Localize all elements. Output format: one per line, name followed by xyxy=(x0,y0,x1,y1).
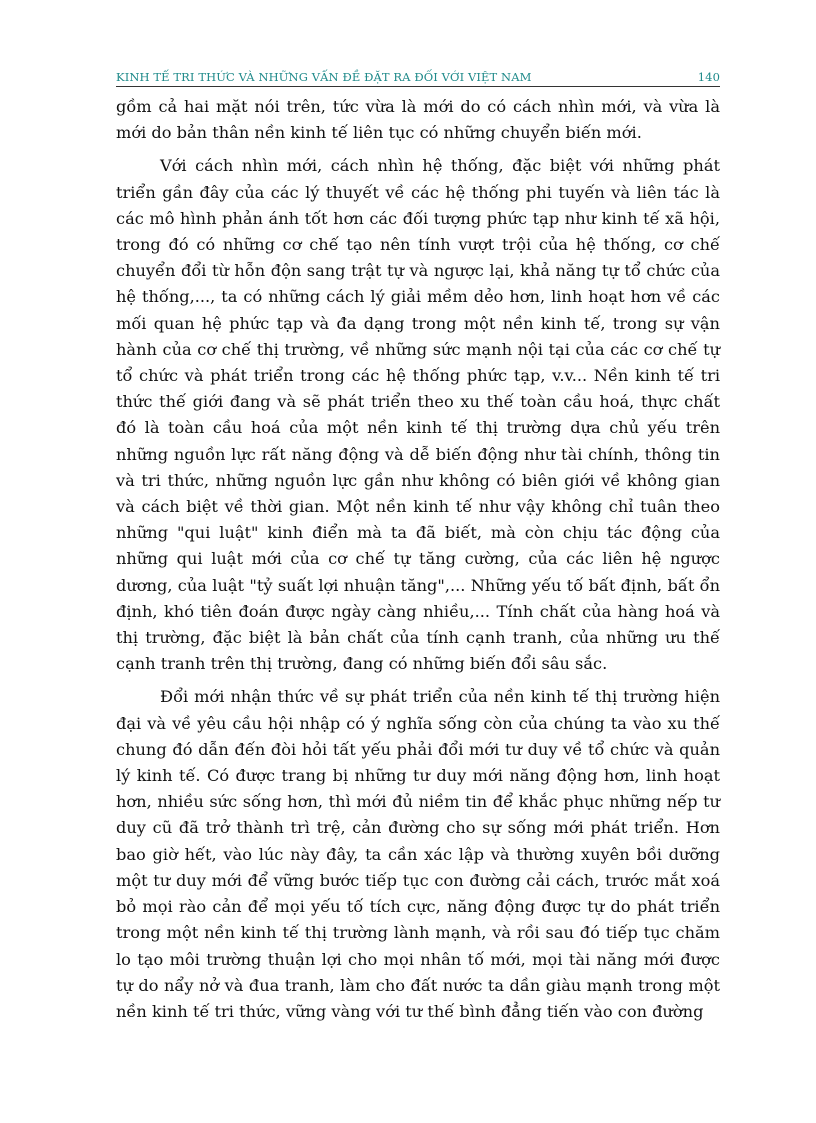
body-text xyxy=(116,94,720,1032)
paragraph-2: Với cách nhìn mới, cách nhìn hệ thống, đặc biệt với những phát triển gần đây của các lý thuyết về các hệ thống phi tuyến và liên tác là các mô hình phản ánh tốt hơn các đối tượng phức tạp như kinh tế xã hội, trong đó có những cơ chế tạo nên tính vượt trội của hệ thống, cơ chế chuyển đổi từ hỗn độn sang trật tự và ngược lại, khả năng tự tổ chức của hệ thống,..., ta có những cách lý giải mềm dẻo hơn, linh hoạt hơn về các mối quan hệ phức tạp và đa dạng trong một nền kinh tế, trong sự vận hành của cơ chế thị trường, về những sức mạnh nội tại của các cơ chế tự tổ chức và phát triển trong các hệ thống phức tạp, v.v... Nền kinh tế tri thức thế giới đang và sẽ phát triển theo xu thế toàn cầu hoá, thực chất đó là toàn cầu hoá của một nền kinh tế thị trường dựa chủ yếu trên những nguồn lực rất năng động và dễ biến động như tài chính, thông tin và tri thức, những nguồn lực gần như không có biên giới về không gian và cách biệt về thời gian. Một nền kinh tế như vậy không chỉ tuân theo những "qui luật" kinh điển mà ta đã biết, mà còn chịu tác động của những qui luật mới của cơ chế tự tăng cường, của các liên hệ ngược dương, của luật "tỷ suất lợi nhuận tăng",... Những yếu tố bất định, bất ổn định, khó tiên đoán được ngày càng nhiều,... Tính chất của hàng hoá và thị trường, đặc biệt là bản chất của tính cạnh tranh, của những ưu thế cạnh tranh trên thị trường, đang có những biến đổi sâu sắc. xyxy=(116,156,720,674)
header-divider xyxy=(116,86,720,87)
paragraph-1: gồm cả hai mặt nói trên, tức vừa là mới do có cách nhìn mới, và vừa là mới do bản thân nền kinh tế liên tục có những chuyển biến mới. xyxy=(116,97,720,143)
running-header xyxy=(116,62,720,84)
paragraph-3: Đổi mới nhận thức về sự phát triển của nền kinh tế thị trường hiện đại và về yêu cầu hội nhập có ý nghĩa sống còn của chúng ta vào xu thế chung đó dẫn đến đòi hỏi tất yếu phải đổi mới tư duy về tổ chức và quản lý kinh tế. Có được trang bị những tư duy mới năng động hơn, linh hoạt hơn, nhiều sức sống hơn, thì mới đủ niềm tin để khắc phục những nếp tư duy cũ đã trở thành trì trệ, cản đường cho sự sống mới phát triển. Hơn bao giờ hết, vào lúc này đây, ta cần xác lập và thường xuyên bồi dưỡng một tư duy mới để vững bước tiếp tục con đường cải cách, trước mắt xoá bỏ mọi rào cản để mọi yếu tố tích cực, năng động được tự do phát triển trong một nền kinh tế thị trường lành mạnh, và rồi sau đó tiếp tục chăm lo tạo môi trường thuận lợi cho mọi nhân tố mới, mọi tài năng mới được tự do nẩy nở và đua tranh, làm cho đất nước ta dần giàu mạnh trong một nền kinh tế tri thức, vững vàng với tư thế bình đẳng tiến vào con đường xyxy=(116,687,720,1021)
page-number: 140 xyxy=(697,70,720,84)
running-header-title: KINH TẾ TRI THỨC VÀ NHỮNG VẤN ĐỀ ĐẶT RA ĐỐI VỚI VIỆT NAM xyxy=(116,70,532,84)
